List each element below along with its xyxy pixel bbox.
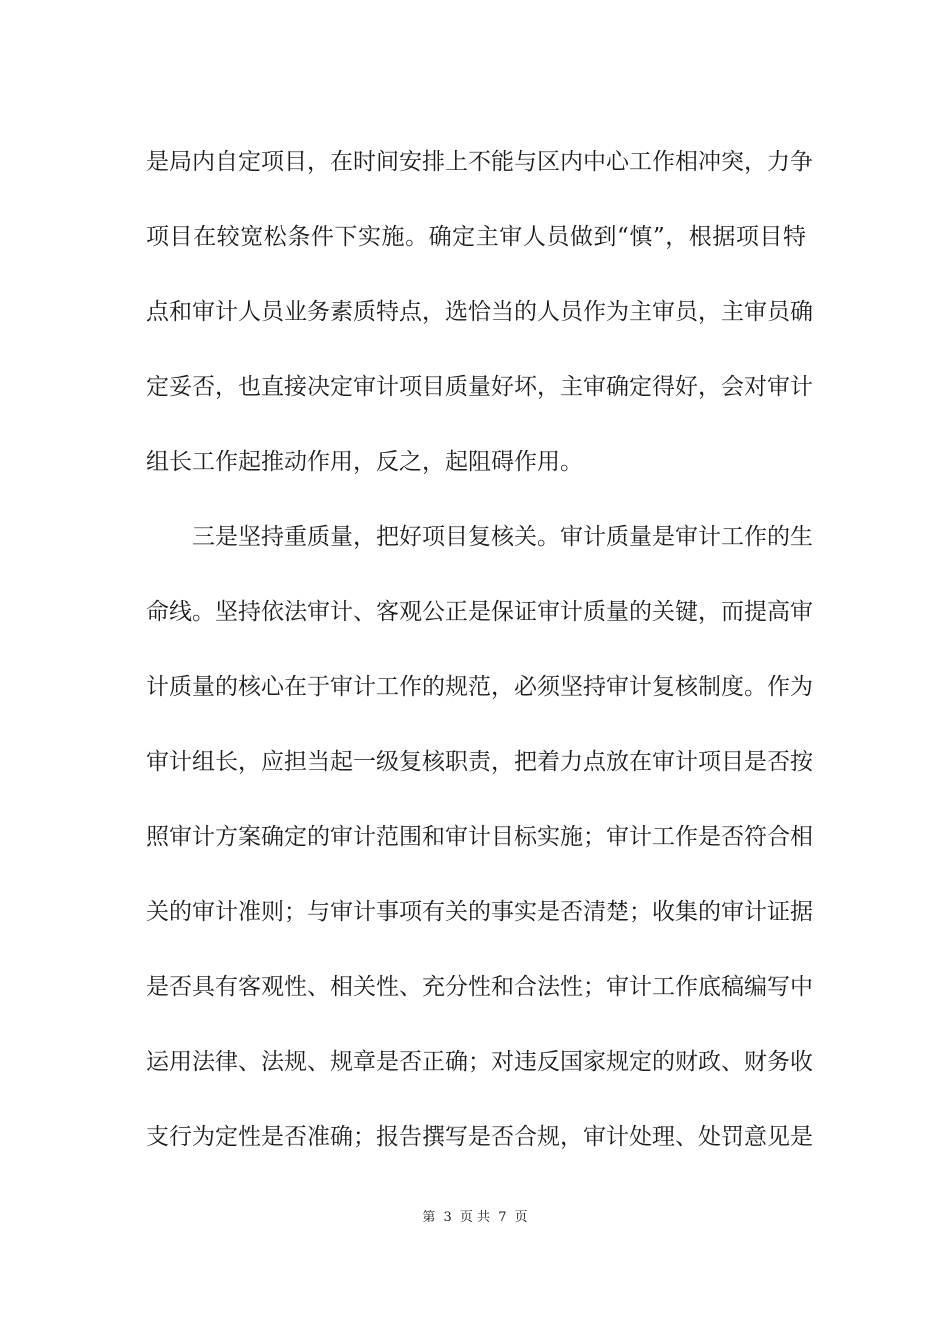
text-line: 项目在较宽松条件下实施。确定主审人员做到“慎”，根据项目特 bbox=[146, 224, 806, 250]
current-page-number: 3 bbox=[443, 1210, 452, 1225]
text-line: 审计组长，应担当起一级复核职责，把着力点放在审计项目是否按 bbox=[146, 749, 813, 775]
text-line: 支行为定性是否准确；报告撰写是否合规，审计处理、处罚意见是 bbox=[146, 1124, 813, 1150]
body-text bbox=[146, 125, 813, 1175]
text-line: 关的审计准则；与审计事项有关的事实是否清楚；收集的审计证据 bbox=[146, 899, 813, 925]
paragraph-start-line: 三是坚持重质量，把好项目复核关。审计质量是审计工作的生 bbox=[192, 524, 813, 550]
total-page-count: 7 bbox=[498, 1210, 507, 1225]
footer-prefix: 第 bbox=[422, 1210, 436, 1225]
text-line: 点和审计人员业务素质特点，选恰当的人员作为主审员，主审员确 bbox=[146, 299, 813, 325]
footer-suffix: 页 bbox=[514, 1210, 528, 1225]
text-line: 组长工作起推动作用，反之，起阻碍作用。 bbox=[146, 449, 583, 475]
text-line: 运用法律、法规、规章是否正确；对违反国家规定的财政、财务收 bbox=[146, 1049, 813, 1075]
text-line: 是否具有客观性、相关性、充分性和合法性；审计工作底稿编写中 bbox=[146, 974, 813, 1000]
text-line: 计质量的核心在于审计工作的规范，必须坚持审计复核制度。作为 bbox=[146, 674, 813, 700]
text-line: 是局内自定项目，在时间安排上不能与区内中心工作相冲突，力争 bbox=[146, 149, 813, 175]
footer-middle: 页 共 bbox=[459, 1210, 491, 1225]
page-footer bbox=[0, 1206, 950, 1225]
text-line: 照审计方案确定的审计范围和审计目标实施；审计工作是否符合相 bbox=[146, 824, 813, 850]
text-line: 命线。坚持依法审计、客观公正是保证审计质量的关键，而提高审 bbox=[146, 599, 813, 625]
text-line: 定妥否，也直接决定审计项目质量好坏，主审确定得好，会对审计 bbox=[146, 374, 813, 400]
